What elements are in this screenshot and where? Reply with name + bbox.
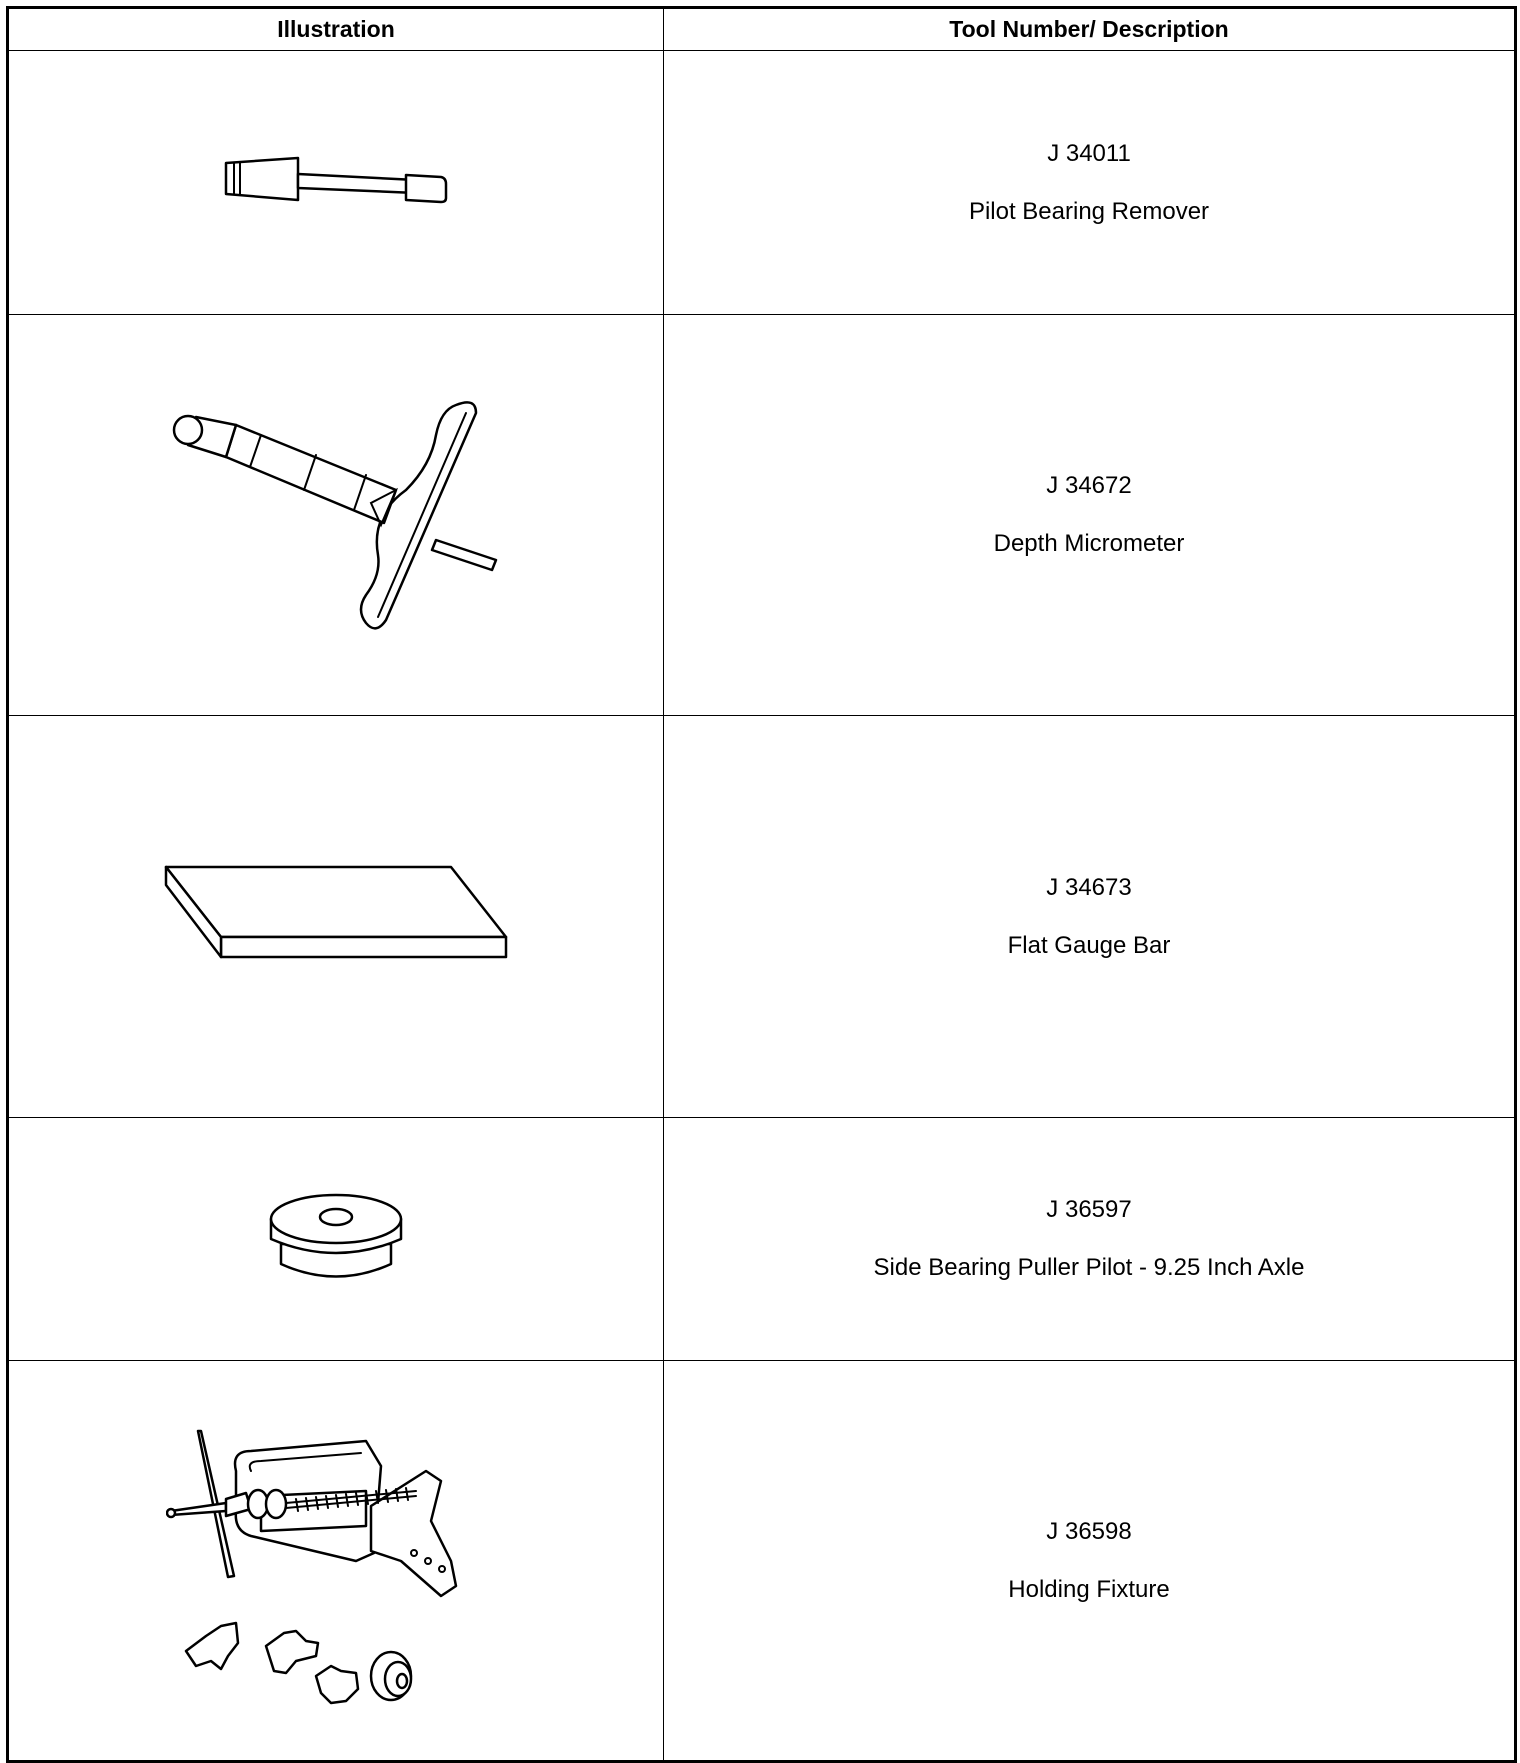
- illustration-cell: [8, 315, 664, 716]
- tool-description: Depth Micrometer: [993, 530, 1185, 557]
- header-illustration: Illustration: [8, 8, 664, 51]
- tool-description: Flat Gauge Bar: [1007, 931, 1171, 959]
- flat-gauge-bar-icon: [156, 857, 516, 977]
- table-row: [8, 315, 1516, 716]
- illustration-cell: [8, 51, 664, 315]
- depth-micrometer-icon: [166, 395, 506, 635]
- special-tools-table: [6, 6, 1517, 1763]
- tool-number: J 34011: [1047, 139, 1131, 167]
- tool-number: J 34673: [1046, 873, 1132, 901]
- pilot-bearing-remover-icon: [216, 148, 456, 218]
- tool-description: Holding Fixture: [1008, 1575, 1170, 1603]
- description-cell: [664, 716, 1516, 1118]
- tool-number: J 36598: [1046, 1517, 1132, 1545]
- table-row: [8, 716, 1516, 1118]
- description-cell: [664, 1118, 1516, 1361]
- tool-number: J 34672: [1046, 472, 1132, 499]
- header-description: Tool Number/ Description: [664, 8, 1516, 51]
- tool-description: Pilot Bearing Remover: [968, 197, 1210, 225]
- description-cell: [664, 51, 1516, 315]
- table-row: [8, 1118, 1516, 1361]
- illustration-cell: [8, 1118, 664, 1361]
- illustration-cell: [8, 716, 664, 1118]
- description-cell: [664, 315, 1516, 716]
- table-row: [8, 1361, 1516, 1762]
- description-cell: [664, 1361, 1516, 1762]
- illustration-cell: [8, 1361, 664, 1762]
- side-bearing-puller-pilot-icon: [261, 1189, 411, 1289]
- table-row: [8, 51, 1516, 315]
- tool-description: Side Bearing Puller Pilot - 9.25 Inch Axle: [873, 1254, 1305, 1281]
- header-row: [8, 8, 1516, 51]
- tool-number: J 36597: [1046, 1196, 1132, 1223]
- holding-fixture-icon: [166, 1411, 506, 1711]
